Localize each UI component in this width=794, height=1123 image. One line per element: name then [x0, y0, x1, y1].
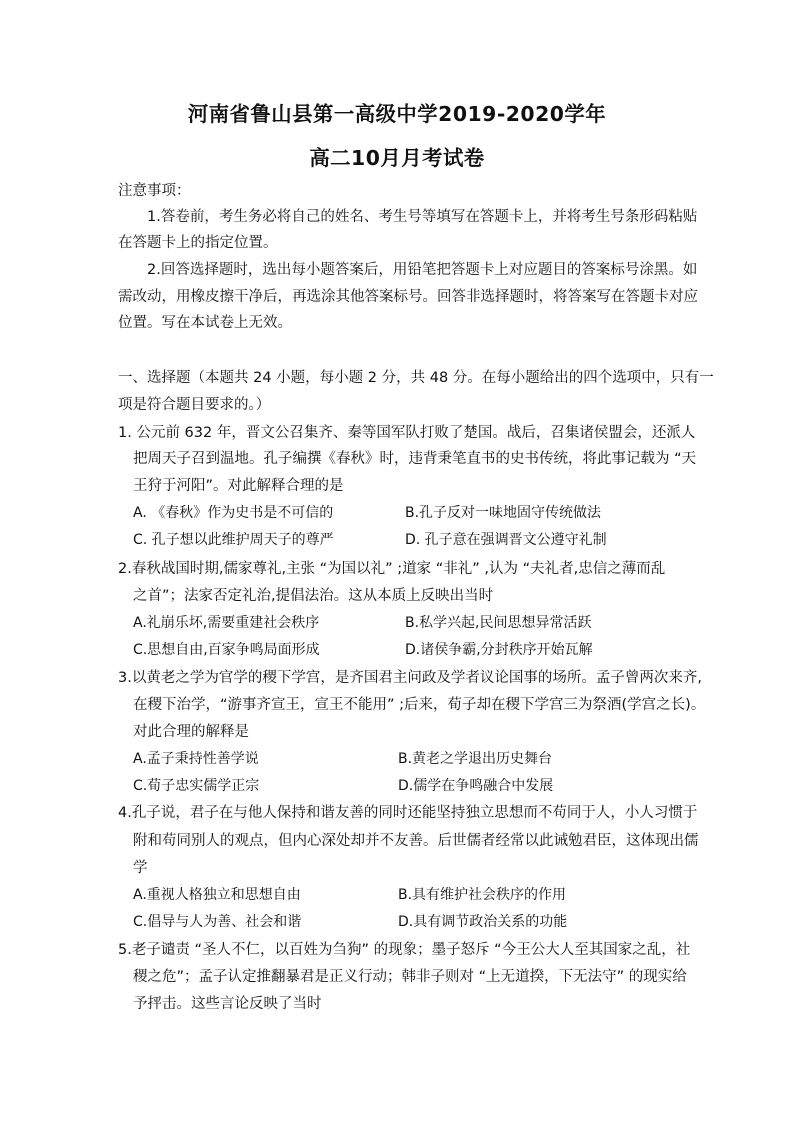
- question-4-option-d: D.具有调节政治关系的功能: [398, 914, 568, 930]
- question-1-line2: 把周天子召到温地。孔子编撰《春秋》时，违背秉笔直书的史书传统，将此事记载为 “天: [133, 451, 697, 467]
- question-1-line3: 王狩于河阳”。对此解释合理的是: [133, 478, 344, 494]
- notice-heading: 注意事项：: [118, 183, 191, 199]
- question-3-option-d: D.儒学在争鸣融合中发展: [398, 778, 554, 794]
- notice-item2-line1: 2.回答选择题时，选出每小题答案后，用铅笔把答题卡上对应题目的答案标号涂黑。如: [147, 262, 698, 278]
- question-4-option-c: C.倡导与人为善、社会和谐: [133, 914, 302, 930]
- question-5-line1: 5.老子谴责 “圣人不仁，以百姓为刍狗” 的现象；墨子怒斥 “今王公大人至其国家之乱，社: [118, 942, 691, 958]
- section-heading-line1: 一、选择题（本题共 24 小题，每小题 2 分，共 48 分。在每小题给出的四个选项中，只有一: [118, 370, 714, 386]
- exam-title-line2: 高二10月月考试卷: [309, 146, 485, 170]
- question-3-option-c: C.荀子忠实儒学正宗: [133, 778, 260, 794]
- question-2-option-a: A.礼崩乐坏,需要重建社会秩序: [133, 615, 320, 631]
- question-4-line3: 学: [133, 860, 148, 876]
- question-5-line3: 予抨击。这些言论反映了当时: [133, 996, 322, 1012]
- question-4-option-a: A.重视人格独立和思想自由: [133, 887, 301, 903]
- question-1-line1: 1. 公元前 632 年，晋文公召集齐、秦等国军队打败了楚国。战后，召集诸侯盟会，还派人: [118, 425, 696, 441]
- question-5-line2: 稷之危”；孟子认定推翻暴君是正义行动；韩非子则对 “上无道揆，下无法守” 的现实给: [133, 969, 687, 985]
- exam-title-line1: 河南省鲁山县第一高级中学2019-2020学年: [187, 102, 607, 126]
- question-4-line1: 4.孔子说，君子在与他人保持和谐友善的同时还能坚持独立思想而不苟同于人，小人习惯于: [118, 805, 698, 821]
- question-4-line2: 附和苟同别人的观点，但内心深处却并不友善。后世儒者经常以此诫勉君臣，这体现出儒: [133, 833, 699, 849]
- question-1-option-b: B.孔子反对一味地固守传统做法: [405, 505, 602, 521]
- notice-item2-line3: 位置。写在本试卷上无效。: [118, 315, 292, 331]
- question-2-line1: 2.春秋战国时期,儒家尊礼,主张 “为国以礼” ;道家 “非礼” ,认为 “夫礼者,忠信之薄而乱: [118, 561, 666, 577]
- question-3-option-a: A.孟子秉持性善学说: [133, 751, 259, 767]
- question-4-option-b: B.具有维护社会秩序的作用: [398, 887, 567, 903]
- question-2-line2: 之首”；法家否定礼治,提倡法治。这从本质上反映出当时: [133, 588, 494, 604]
- notice-item1-line1: 1.答卷前，考生务必将自己的姓名、考生号等填写在答题卡上，并将考生号条形码粘贴: [147, 209, 698, 225]
- section-heading-line2: 项是符合题目要求的。）: [118, 397, 271, 413]
- question-2-option-d: D.诸侯争霸,分封秩序开始瓦解: [405, 642, 593, 658]
- question-2-option-b: B.私学兴起,民间思想异常活跃: [405, 615, 592, 631]
- question-1-option-c: C. 孔子想以此维护周天子的尊严: [133, 532, 334, 548]
- question-1-option-d: D. 孔子意在强调晋文公遵守礼制: [405, 532, 607, 548]
- question-3-line1: 3.以黄老之学为官学的稷下学宫，是齐国君主问政及学者议论国事的场所。孟子曾两次来齐,: [118, 670, 702, 686]
- question-1-option-a: A. 《春秋》作为史书是不可信的: [133, 505, 334, 521]
- question-3-option-b: B.黄老之学退出历史舞台: [398, 751, 553, 767]
- question-3-line2: 在稷下治学，“游事齐宣王，宣王不能用” ;后来，荀子却在稷下学宫三为祭酒(学宫之长)。: [133, 697, 706, 713]
- notice-item2-line2: 需改动，用橡皮擦干净后，再选涂其他答案标号。回答非选择题时，将答案写在答题卡对应: [118, 289, 698, 305]
- notice-item1-line2: 在答题卡上的指定位置。: [118, 235, 278, 251]
- question-2-option-c: C.思想自由,百家争鸣局面形成: [133, 642, 320, 658]
- question-3-line3: 对此合理的解释是: [133, 724, 249, 740]
